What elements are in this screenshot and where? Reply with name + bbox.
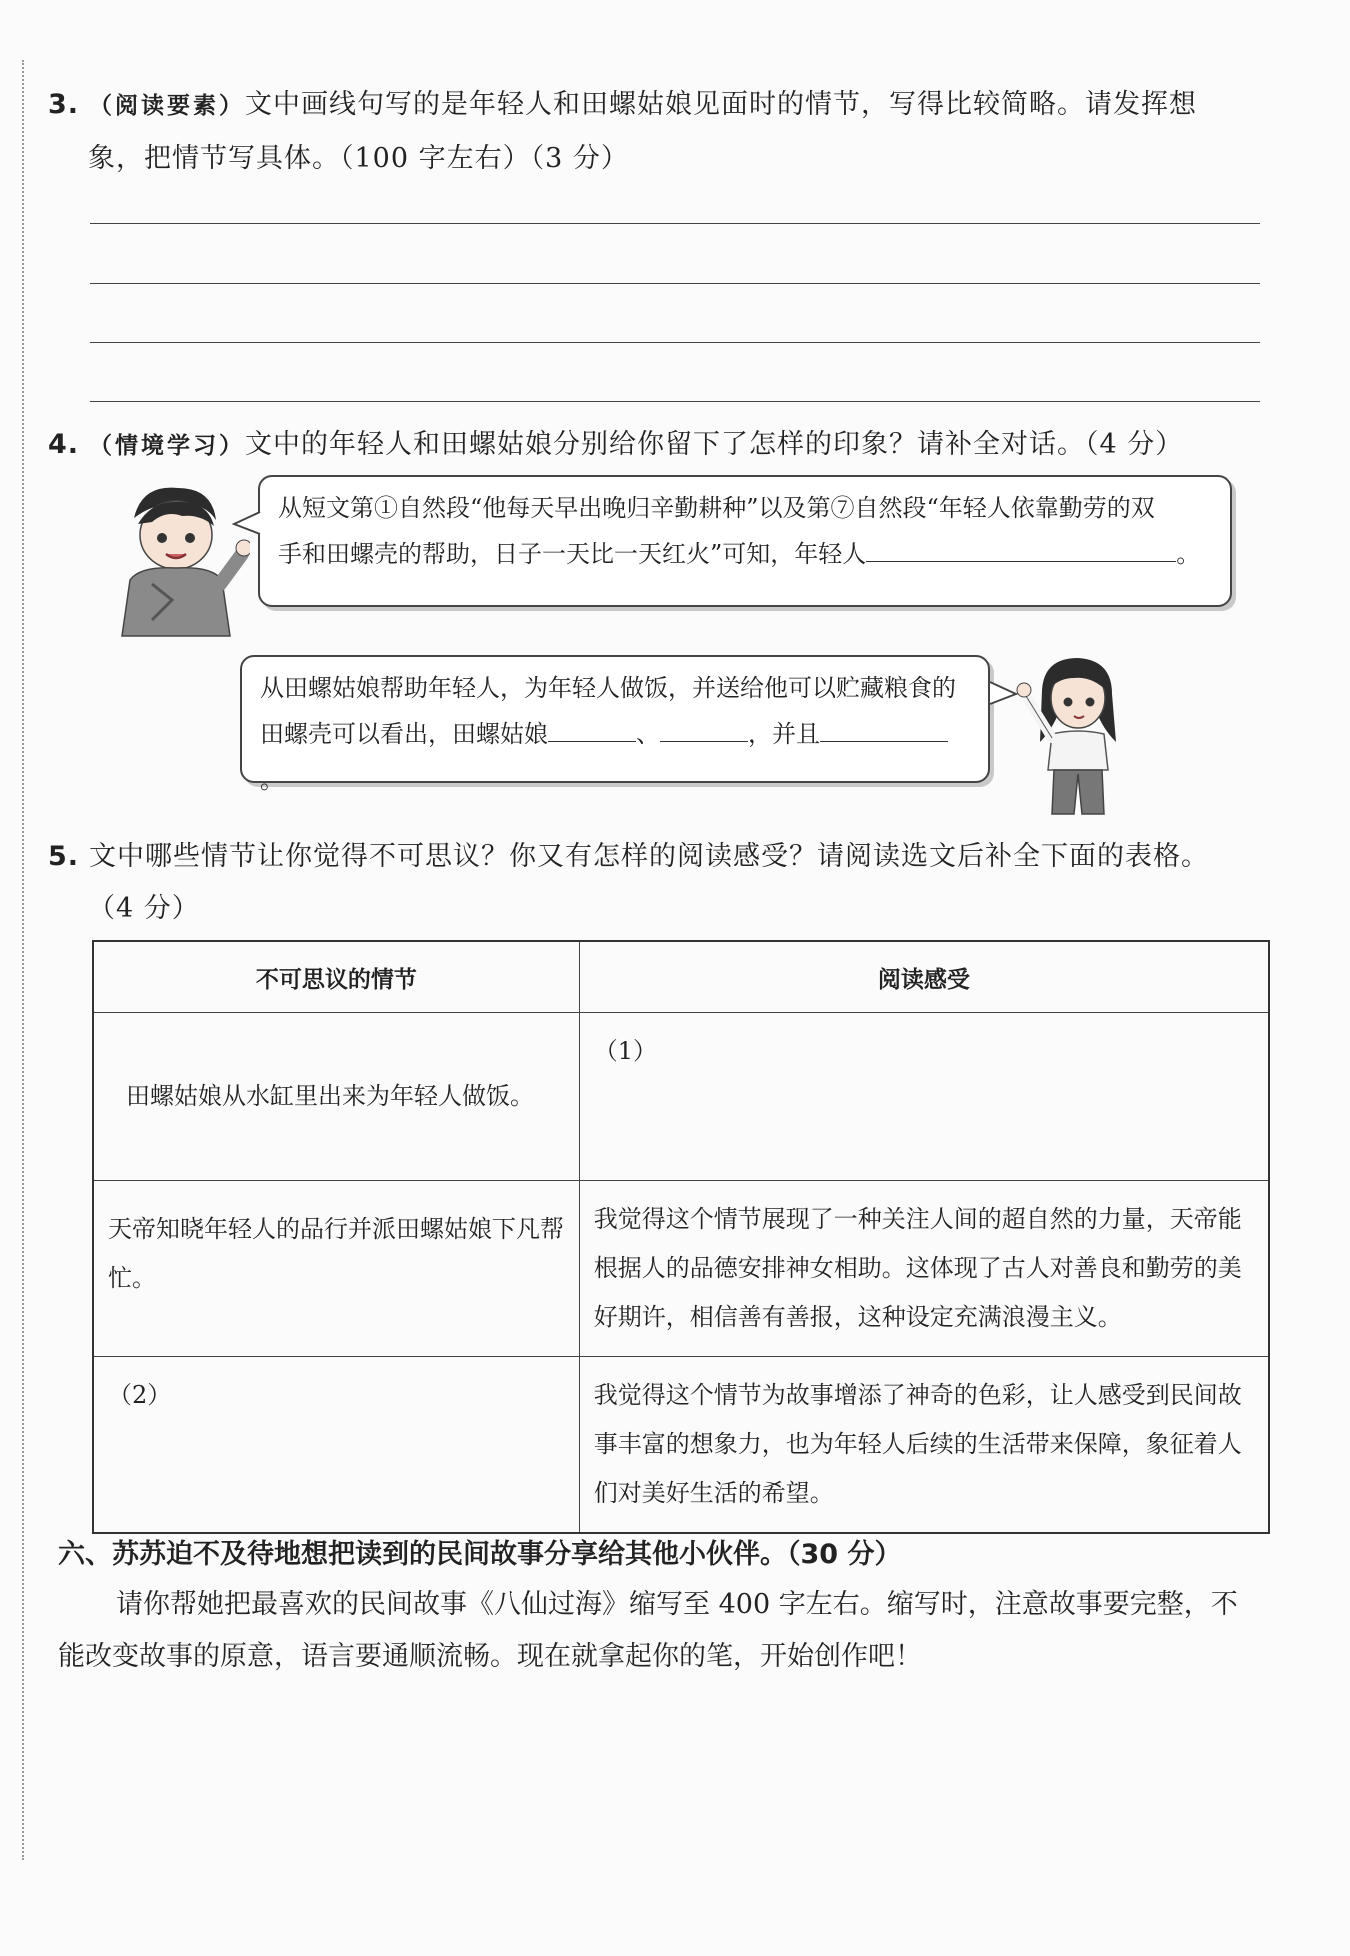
binding-margin-line — [22, 60, 24, 1860]
bubble-text: 手和田螺壳的帮助，日子一天比一天红火”可知，年轻人 — [278, 540, 867, 568]
fill-blank[interactable] — [548, 715, 636, 742]
reading-response-table — [92, 940, 1270, 1534]
boy-illustration — [112, 480, 250, 640]
answer-line[interactable] — [90, 401, 1260, 402]
bubble-text: 。 — [260, 766, 284, 794]
answer-line[interactable] — [90, 283, 1260, 284]
bubble-line: 从田螺姑娘帮助年轻人，为年轻人做饭，并送给他可以贮藏粮食的 — [260, 674, 956, 702]
bubble-text: 。 — [1176, 540, 1201, 568]
question-number: 5. — [48, 841, 80, 872]
plot-cell: 田螺姑娘从水缸里出来为年轻人做饭。 — [93, 1013, 579, 1181]
answer-line[interactable] — [90, 223, 1260, 224]
speech-bubble-girl — [240, 655, 990, 794]
section-6-title: 六、苏苏迫不及待地想把读到的民间故事分享给其他小伙伴。（30 分） — [58, 1539, 902, 1570]
bubble-line — [260, 711, 970, 803]
plot-cell-blank[interactable]: （2） — [93, 1357, 579, 1534]
feeling-cell-blank[interactable]: （1） — [579, 1013, 1269, 1181]
girl-illustration — [1012, 650, 1132, 818]
section-6-line1: 请你帮她把最喜欢的民间故事《八仙过海》缩写至 400 字左右。缩写时，注意故事要完整，不 — [116, 1589, 1238, 1620]
table-row — [93, 1013, 1269, 1181]
bubble-text: 田螺壳可以看出，田螺姑娘 — [260, 720, 548, 748]
question-tag: （阅读要素） — [89, 92, 246, 119]
question-3-line2: 象，把情节写具体。（100 字左右）（3 分） — [88, 143, 629, 174]
bubble-tail — [232, 510, 262, 538]
feeling-cell: 我觉得这个情节为故事增添了神奇的色彩，让人感受到民间故事丰富的想象力，也为年轻人后续的生活带来保障，象征着人们对美好生活的希望。 — [579, 1357, 1269, 1534]
question-tag: （情境学习） — [89, 432, 246, 459]
question-3 — [48, 78, 1197, 133]
question-text: 文中哪些情节让你觉得不可思议？你又有怎样的阅读感受？请阅读选文后补全下面的表格。 — [89, 841, 1210, 872]
bubble-text: 、 — [636, 720, 660, 748]
fill-blank[interactable] — [820, 715, 948, 742]
column-header: 阅读感受 — [579, 941, 1269, 1013]
answer-line[interactable] — [90, 342, 1260, 343]
question-number: 4. — [48, 429, 80, 460]
question-number: 3. — [48, 89, 80, 120]
table-row — [93, 1181, 1269, 1357]
question-5 — [48, 830, 1209, 884]
bubble-line: 从短文第①自然段“他每天早出晚归辛勤耕种”以及第⑦自然段“年轻人依靠勤劳的双 — [278, 494, 1155, 522]
section-6-line2: 能改变故事的原意，语言要通顺流畅。现在就拿起你的笔，开始创作吧！ — [58, 1641, 922, 1672]
table-header-row — [93, 941, 1269, 1013]
speech-bubble-boy — [258, 475, 1232, 607]
question-text: 文中画线句写的是年轻人和田螺姑娘见面时的情节，写得比较简略。请发挥想 — [245, 89, 1198, 120]
feeling-cell: 我觉得这个情节展现了一种关注人间的超自然的力量，天帝能根据人的品德安排神女相助。这体现了古人对善良和勤劳的美好期许，相信善有善报，这种设定充满浪漫主义。 — [579, 1181, 1269, 1357]
plot-cell: 天帝知晓年轻人的品行并派田螺姑娘下凡帮忙。 — [93, 1181, 579, 1357]
bubble-line — [278, 531, 1212, 577]
table-row — [93, 1357, 1269, 1534]
question-5-line2: （4 分） — [88, 893, 200, 924]
fill-blank[interactable] — [866, 535, 1176, 562]
question-4 — [48, 418, 1183, 473]
question-text: 文中的年轻人和田螺姑娘分别给你留下了怎样的印象？请补全对话。（4 分） — [245, 429, 1184, 460]
bubble-text: ，并且 — [748, 720, 820, 748]
column-header: 不可思议的情节 — [93, 941, 579, 1013]
fill-blank[interactable] — [660, 715, 748, 742]
